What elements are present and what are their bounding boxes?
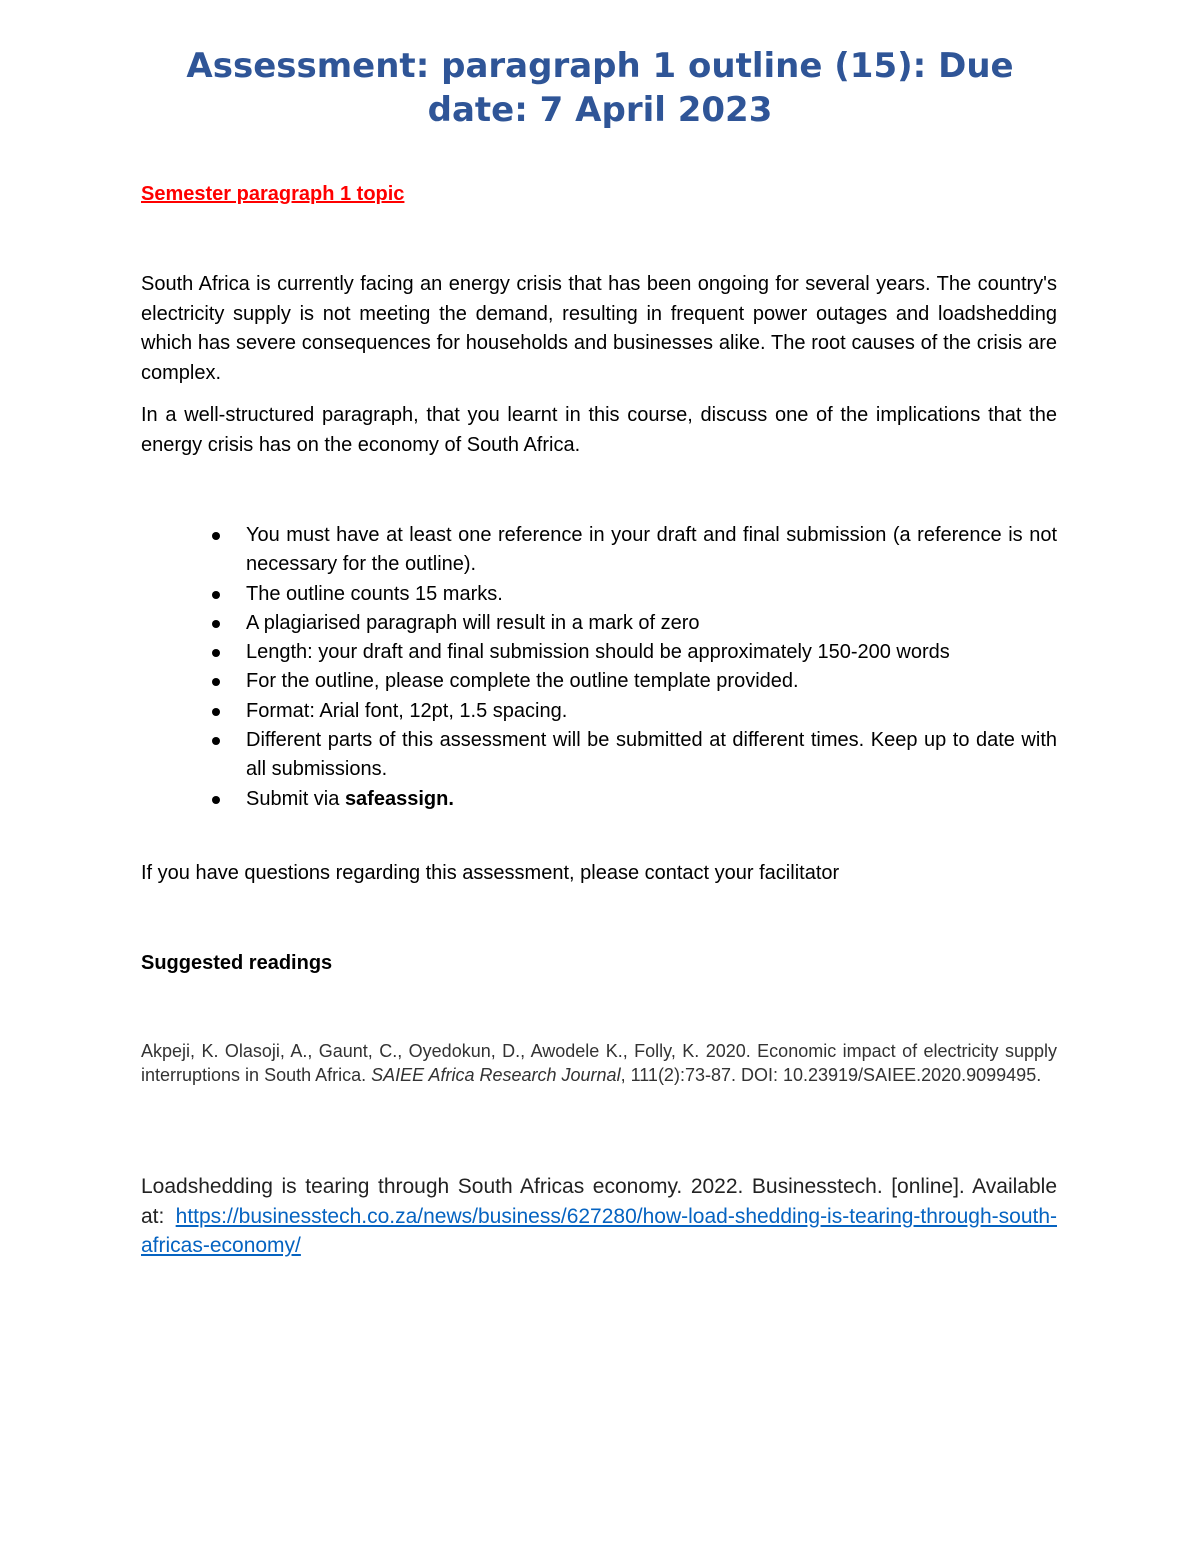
list-item [141, 521, 1057, 580]
list-item [141, 785, 1057, 814]
bullet-icon [212, 678, 220, 686]
submit-prefix: Submit via [246, 787, 345, 810]
list-item [141, 667, 1057, 696]
intro-paragraph: South Africa is currently facing an energy crisis that has been ongoing for several years. The country's electricity supply is not meeting the demand, resulting in frequent power outages and loadshedding which has severe consequences for households and businesses alike. The root causes of the crisis are complex. [141, 273, 1057, 384]
submit-platform: safeassign. [344, 787, 454, 810]
task-paragraph: In a well-structured paragraph, that you learnt in this course, discuss one of the implications that the energy crisis has on the economy of South Africa. [141, 404, 1057, 456]
bullet-icon [212, 532, 220, 540]
list-item [141, 580, 1057, 609]
requirements-list [141, 521, 1057, 814]
requirement-text: Length: your draft and final submission should be approximately 150-200 words [246, 641, 950, 664]
bullet-icon [212, 708, 220, 716]
list-item [141, 726, 1057, 785]
reference-2-link[interactable]: https://businesstech.co.za/news/business/627280/how-load-shedding-is-tearing-through-south-africas-economy/ [141, 1204, 1057, 1257]
requirement-text: You must have at least one reference in your draft and final submission (a reference is not necessary for the outline). [246, 524, 1057, 576]
reference-1-details: , 111(2):73-87. DOI: 10.23919/SAIEE.2020.9099495. [620, 1065, 1042, 1085]
readings-heading: Suggested readings [141, 952, 333, 974]
bullet-icon [212, 591, 220, 599]
closing-note: If you have questions regarding this assessment, please contact your facilitator [141, 862, 840, 884]
requirement-text: For the outline, please complete the outline template provided. [246, 670, 799, 693]
bullet-icon [212, 620, 220, 628]
reference-2 [141, 1172, 1057, 1261]
requirement-text: The outline counts 15 marks. [246, 582, 503, 605]
reference-1 [141, 1039, 1057, 1087]
bullet-icon [212, 649, 220, 657]
list-item [141, 609, 1057, 638]
page-title: Assessment: paragraph 1 outline (15): Due date: 7 April 2023 [186, 46, 1014, 130]
requirement-text: Different parts of this assessment will be submitted at different times. Keep up to date with all submissions. [246, 729, 1057, 781]
reference-1-authors: Akpeji, K. Olasoji, A., Gaunt, C., Oyedokun, D., Awodele K., Folly, K. 2020. Economic impact of electricity supply interruptions in South Africa. [141, 1041, 1057, 1085]
reference-2-text: Loadshedding is tearing through South Africas economy. 2022. Businesstech. [online]. Available at: [141, 1175, 1057, 1228]
list-item [141, 697, 1057, 726]
bullet-icon [212, 796, 220, 804]
requirement-text: Format: Arial font, 12pt, 1.5 spacing. [246, 699, 568, 722]
list-item [141, 638, 1057, 667]
reference-1-journal: SAIEE Africa Research Journal [371, 1065, 621, 1085]
requirement-text: A plagiarised paragraph will result in a mark of zero [246, 611, 700, 634]
topic-heading: Semester paragraph 1 topic [141, 183, 405, 205]
bullet-icon [212, 737, 220, 745]
